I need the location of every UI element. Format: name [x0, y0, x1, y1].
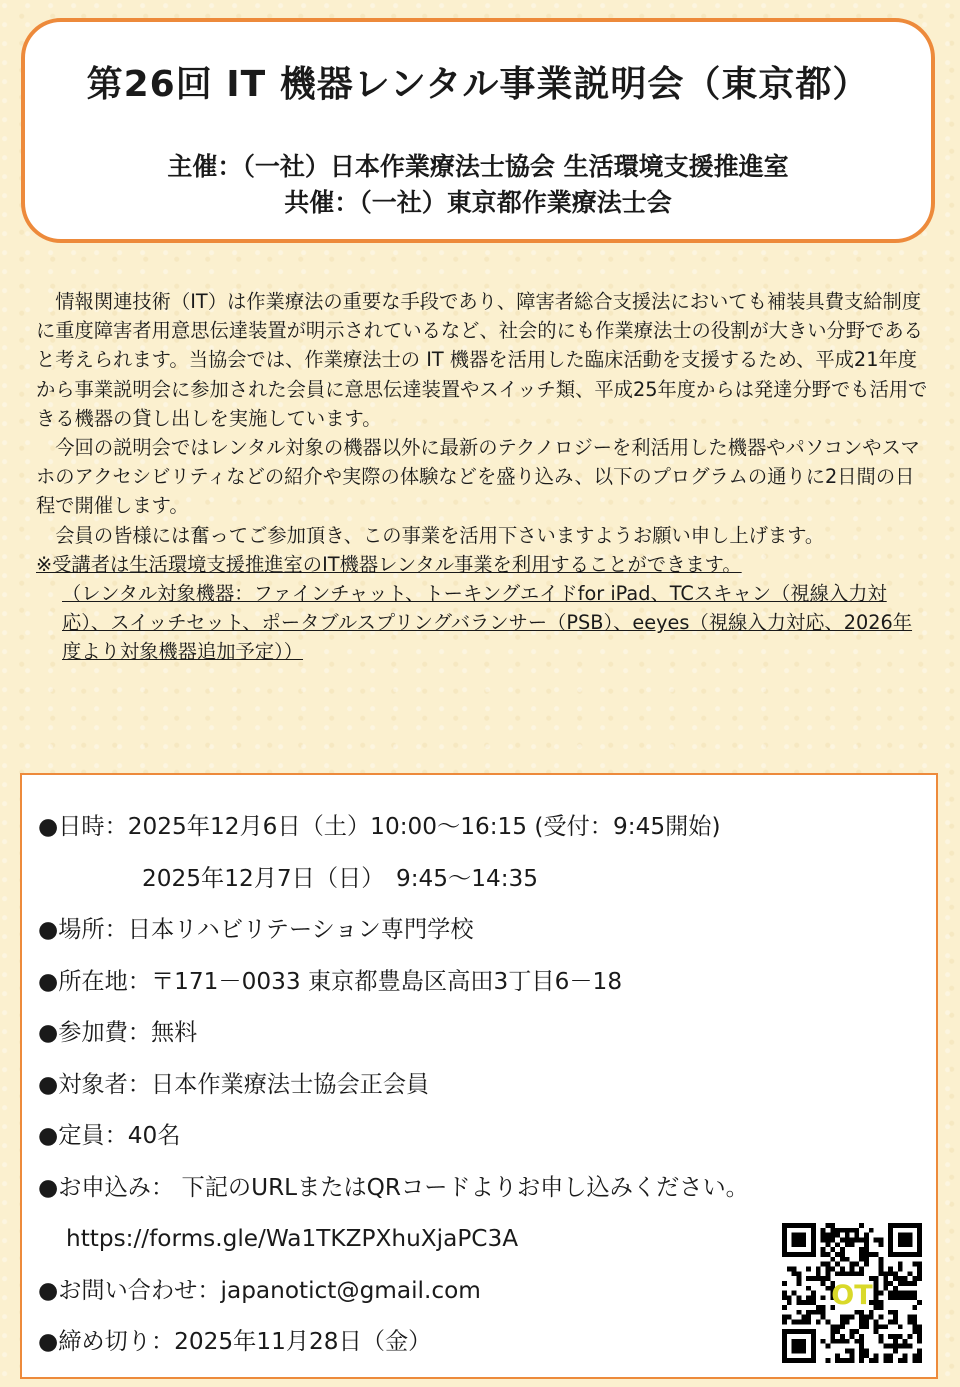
date-day2: 2025年12月7日（日） 9:45～14:35	[142, 864, 539, 892]
co-organizer-line: 共催：（一社）東京都作業療法士会	[284, 188, 672, 217]
qr-logo-text: OT	[831, 1280, 873, 1312]
fee: ●参加費：無料	[38, 1019, 198, 1046]
intro-paragraph-2: 今回の説明会ではレンタル対象の機器以外に最新のテクノロジーを利活用した機器やパソコンやスマホのアクセシビリティなどの紹介や実際の体験などを盛り込み、以下のプログラムの通りに2日間の日程で開催します。	[36, 436, 920, 518]
application-url-link[interactable]: https://forms.gle/Wa1TKZPXhuXjaPC3A	[66, 1225, 519, 1252]
organizer-line: 主催：（一社）日本作業療法士協会 生活環境支援推進室	[167, 152, 789, 181]
page-title: 第26回 IT 機器レンタル事業説明会（東京都）	[86, 64, 870, 105]
rental-equipment-list: （レンタル対象機器：ファインチャット、トーキングエイドfor iPad、TCスキャン（視線入力対応）、スイッチセット、ポータブルスプリングバランサー（PSB）、eeyes（視線入力対応、2026年度より対象機器追加予定））	[62, 582, 913, 664]
event-details-box	[20, 773, 938, 1379]
rental-note: ※受講者は生活環境支援推進室のIT機器レンタル事業を利用することができます。	[36, 552, 742, 576]
contact-email[interactable]: ●お問い合わせ：japanotict@gmail.com	[38, 1276, 481, 1304]
intro-text	[36, 287, 931, 667]
capacity: ●定員：40名	[38, 1122, 181, 1149]
qr-code-icon[interactable]	[782, 1223, 922, 1363]
address: ●所在地：〒171－0033 東京都豊島区高田3丁目6－18	[38, 967, 623, 995]
date-day1: ●日時：2025年12月6日（土）10:00～16:15 (受付：9:45開始)	[38, 813, 721, 840]
intro-paragraph-1: 情報関連技術（IT）は作業療法の重要な手段であり、障害者総合支援法においても補装具費支給制度に重度障害者用意思伝達装置が明示されているなど、社会的にも作業療法士の役割が大きい分野であると考えられます。当協会では、作業療法士の IT 機器を活用した臨床活動を支援するため、平成21年度から事業説明会に参加された会員に意思伝達装置やスイッチ類、平成25年度からは発達分野でも活用できる機器の貸し出しを実施しています。	[36, 290, 928, 430]
event-details-list	[38, 810, 908, 1377]
header-box	[21, 18, 935, 243]
intro-paragraph-3: 会員の皆様には奮ってご参加頂き、この事業を活用下さいますようお願い申し上げます。	[36, 523, 825, 547]
deadline: ●締め切り：2025年11月28日（金）	[38, 1328, 432, 1355]
target-audience: ●対象者：日本作業療法士協会正会員	[38, 1070, 430, 1098]
application-info: ●お申込み： 下記のURLまたはQRコードよりお申し込みください。	[38, 1173, 749, 1201]
organizer-block	[25, 149, 931, 221]
venue: ●場所：日本リハビリテーション専門学校	[38, 916, 474, 943]
